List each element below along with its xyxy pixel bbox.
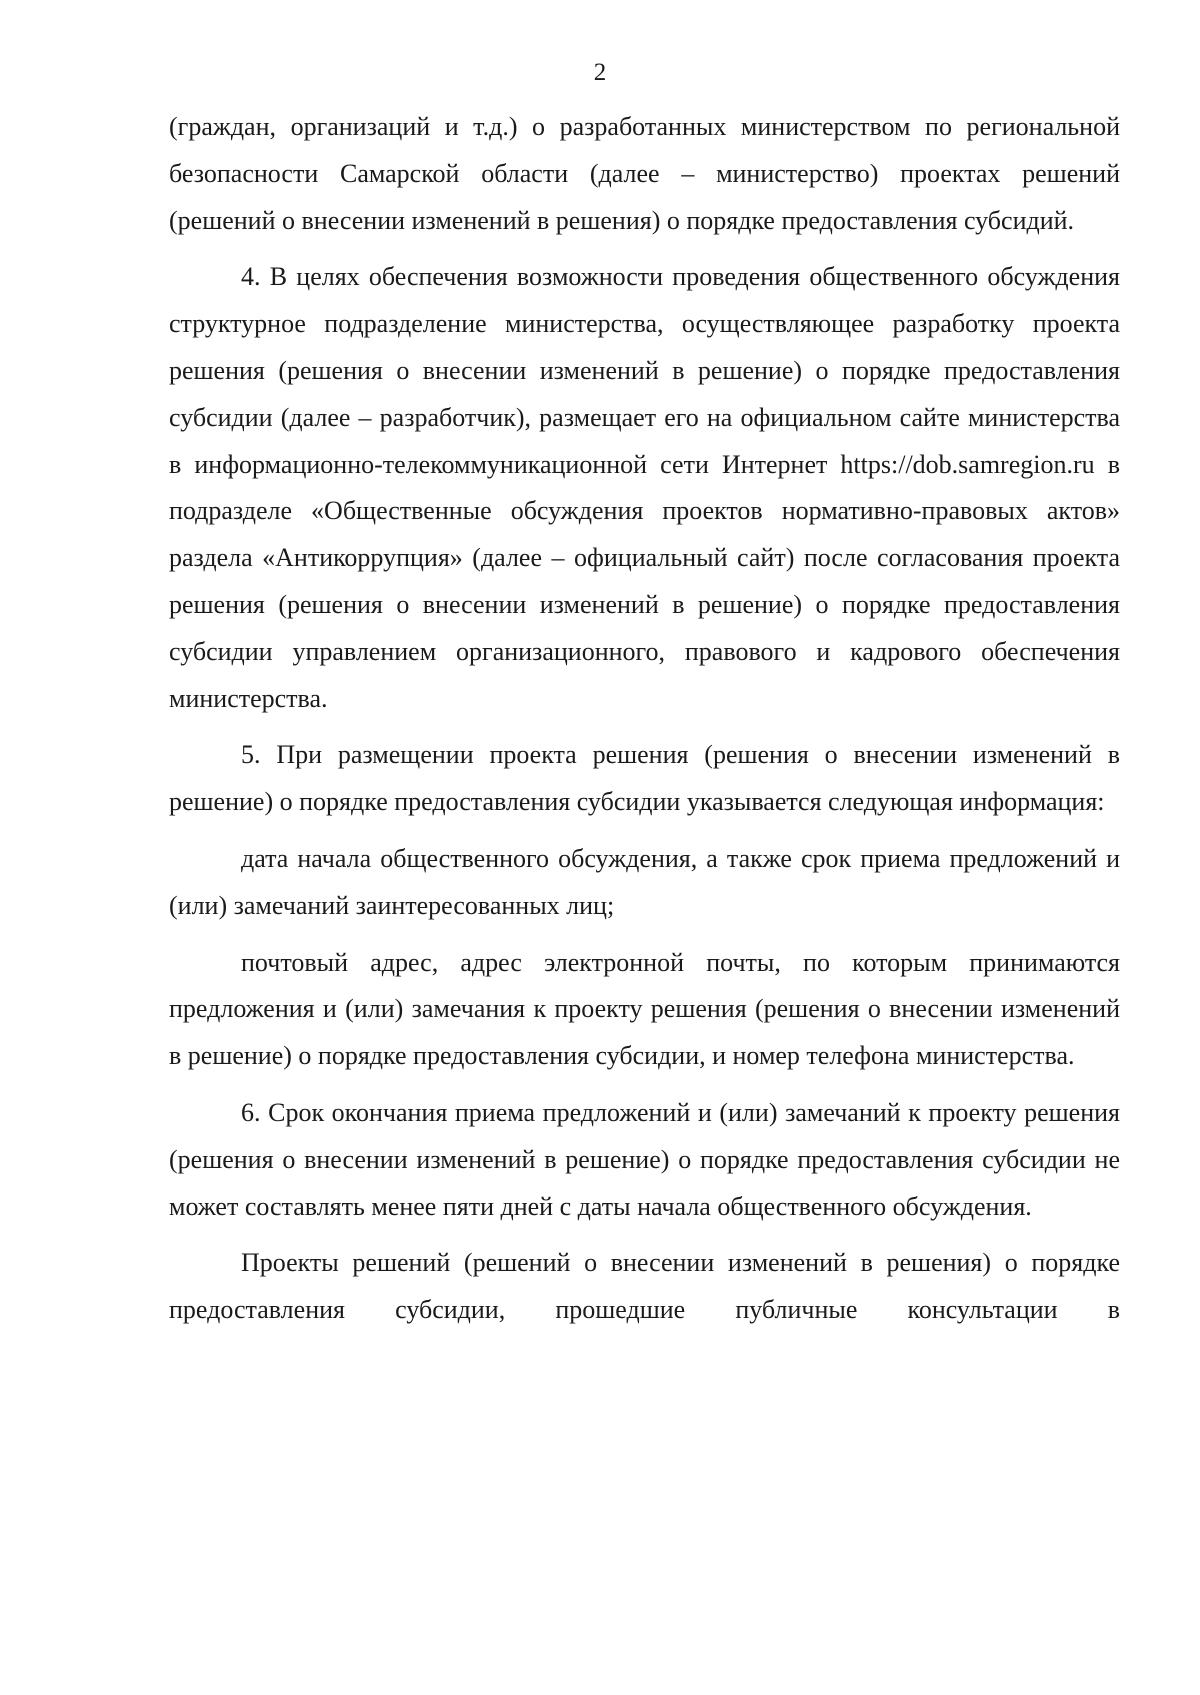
- paragraph-continuation: (граждан, организаций и т.д.) о разработанных министерством по региональной безопасности Самарской области (далее – министерство) проектах решений (решений о внесении изменений в решения) о порядке предоставления субсидий.: [169, 112, 1120, 235]
- paragraph-item-6: 6. Срок окончания приема предложений и (или) замечаний к проекту решения (решения о внесении изменений в решение) о порядке предоставления субсидии не может составлять менее пяти дней с даты начала общественного обсуждения.: [169, 1097, 1120, 1221]
- paragraph-item-5: 5. При размещении проекта решения (решения о внесении изменений в решение) о порядке предоставления субсидии указывается следующая информация:: [169, 740, 1120, 817]
- paragraph-postal-address: почтовый адрес, адрес электронной почты, по которым принимаются предложения и (или) замечания к проекту решения (решения о внесении изменений в решение) о порядке предоставления субсидии, и номер телефона министерства.: [169, 947, 1120, 1071]
- page-number: 2: [593, 59, 607, 86]
- paragraph-start-date: дата начала общественного обсуждения, а также срок приема предложений и (или) замечаний заинтересованных лиц;: [169, 843, 1120, 920]
- document-body: [169, 104, 1120, 1344]
- paragraph-item-4: 4. В целях обеспечения возможности проведения общественного обсуждения структурное подразделение министерства, осуществляющее разработку проекта решения (решения о внесении изменений в решение) о порядке предоставления субсидии (далее – разработчик), размещает его на официальном сайте министерства в информационно-телекоммуникационной сети Интернет https://dob.samregion.ru в подразделе «Общественные обсуждения проектов нормативно-правовых актов» раздела «Антикоррупция» (далее – официальный сайт) после согласования проекта решения (решения о внесении изменений в решение) о порядке предоставления субсидии управлением организационного, правового и кадрового обеспечения министерства.: [169, 262, 1120, 713]
- paragraph-projects: Проекты решений (решений о внесении изменений в решения) о порядке предоставления субсидии, прошедшие публичные консультации в: [169, 1248, 1120, 1325]
